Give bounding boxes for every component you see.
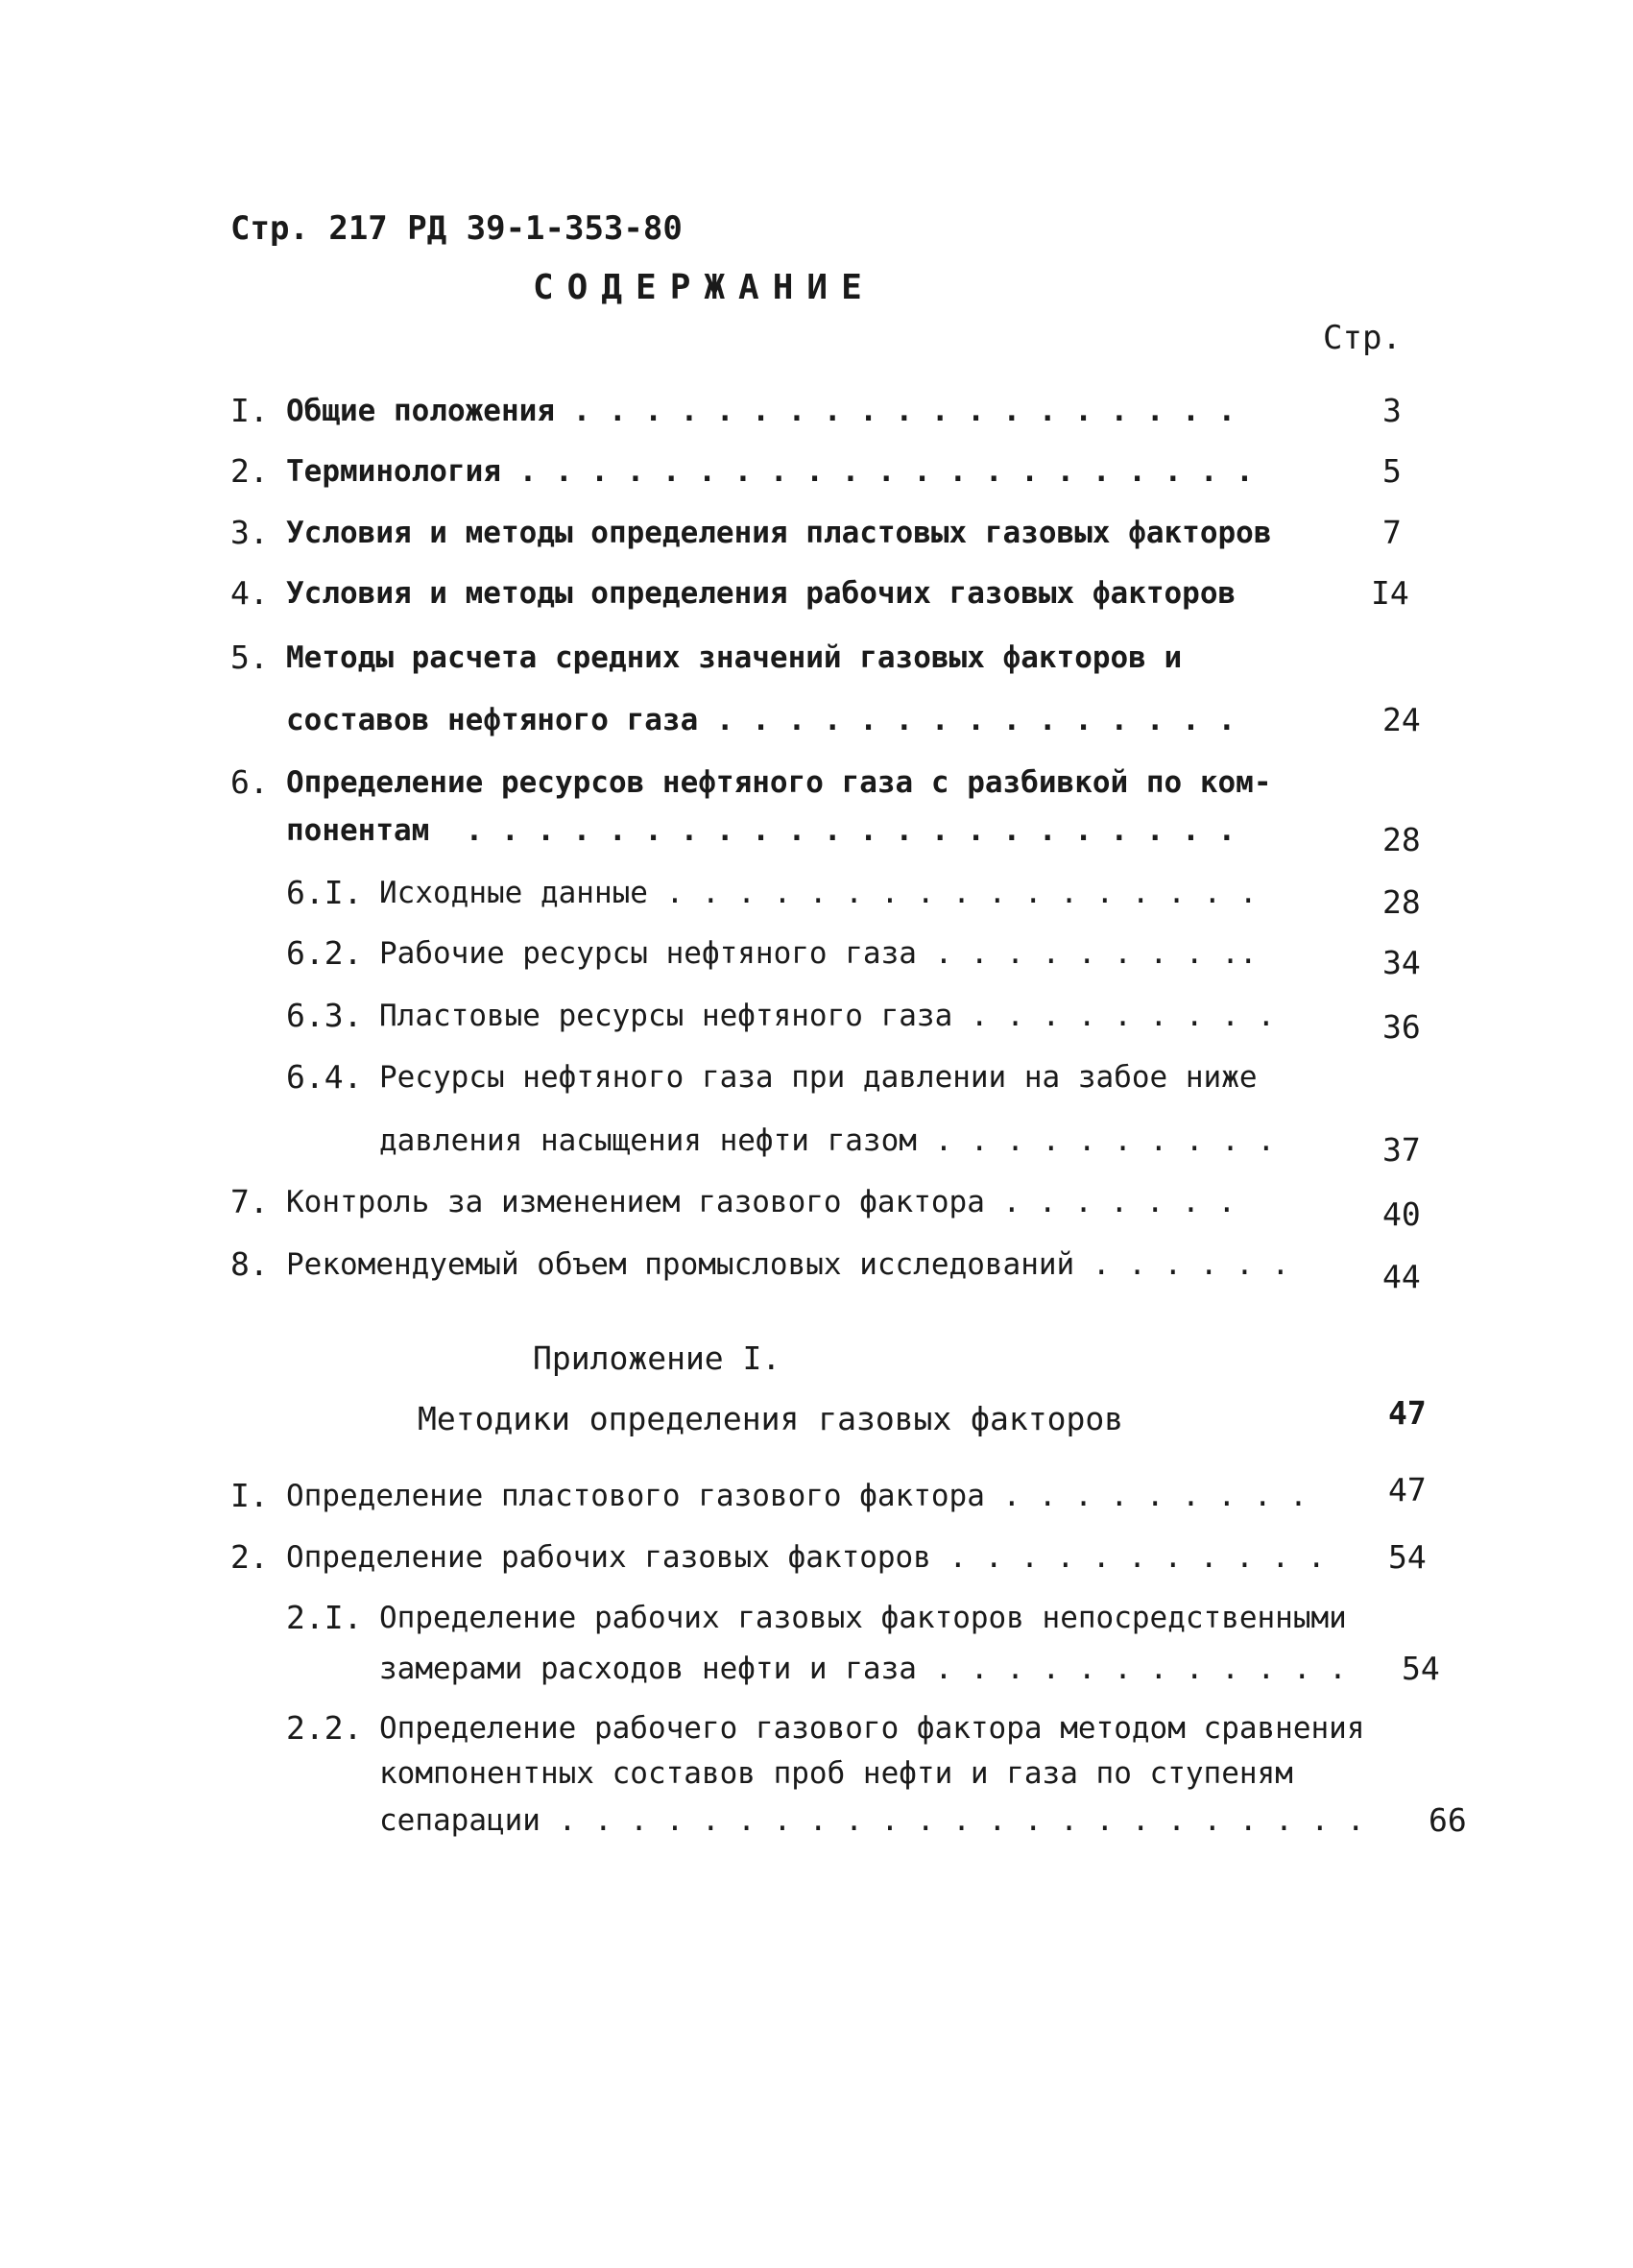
appendix-item-text: Определение рабочих газовых факторов . . . . . . . . . . .	[286, 1540, 1326, 1575]
appendix-item-page: 54	[1388, 1538, 1427, 1576]
toc-item-page: 40	[1382, 1195, 1421, 1233]
toc-item-text: Рекомендуемый объем промысловых исследований . . . . . .	[286, 1247, 1290, 1282]
document-header: Стр. 217 РД 39-1-353-80	[230, 209, 683, 248]
toc-item-page: 24	[1382, 701, 1421, 738]
toc-item-text: Определение ресурсов нефтяного газа с разбивкой по ком-	[286, 765, 1272, 800]
toc-item-page: 37	[1382, 1131, 1421, 1169]
page-column-label: Стр.	[1323, 319, 1402, 357]
toc-item-number: 6.	[230, 763, 269, 801]
toc-item-page: 28	[1382, 821, 1421, 858]
toc-item-text: Методы расчета средних значений газовых факторов и	[286, 640, 1183, 675]
appendix-item-number: I.	[230, 1477, 269, 1514]
toc-item-page: 3	[1382, 392, 1402, 429]
appendix-item-number: 2.2.	[286, 1709, 363, 1747]
toc-item-number: 6.3.	[286, 997, 363, 1034]
toc-item-text: Условия и методы определения пластовых газовых факторов	[286, 516, 1272, 550]
toc-item-page: I4	[1371, 574, 1409, 612]
appendix-title: Приложение I.	[533, 1339, 781, 1377]
appendix-item-text: Определение рабочих газовых факторов непосредственными	[379, 1601, 1347, 1635]
appendix-item-text: Определение пластового газового фактора . . . . . . . . .	[286, 1479, 1308, 1513]
toc-item-number: 6.I.	[286, 874, 363, 911]
page-title: СОДЕРЖАНИЕ	[533, 268, 876, 307]
appendix-item-text: замерами расходов нефти и газа . . . . . . . . . . . .	[379, 1652, 1347, 1686]
toc-item-number: 3.	[230, 514, 269, 551]
toc-item-number: 2.	[230, 452, 269, 490]
appendix-subtitle: Методики определения газовых факторов	[418, 1400, 1124, 1437]
toc-item-number: 6.4.	[286, 1058, 363, 1096]
toc-item-page: 36	[1382, 1008, 1421, 1046]
appendix-item-text: сепарации . . . . . . . . . . . . . . . . . . . . . . .	[379, 1803, 1365, 1838]
appendix-item-page: 54	[1402, 1650, 1440, 1687]
appendix-subtitle-page: 47	[1388, 1394, 1427, 1432]
toc-item-number: 5.	[230, 639, 269, 676]
toc-item-text: составов нефтяного газа . . . . . . . . . . . . . . .	[286, 703, 1237, 737]
toc-item-text: давления насыщения нефти газом . . . . . . . . . .	[379, 1123, 1276, 1158]
appendix-item-number: 2.	[230, 1538, 269, 1576]
toc-item-text: Терминология . . . . . . . . . . . . . . . . . . . . .	[286, 454, 1254, 489]
appendix-item-page: 66	[1429, 1801, 1467, 1839]
toc-item-number: 8.	[230, 1245, 269, 1283]
toc-item-number: 7.	[230, 1183, 269, 1220]
toc-item-page: 28	[1382, 883, 1421, 921]
appendix-item-text: компонентных составов проб нефти и газа по ступеням	[379, 1756, 1293, 1791]
appendix-item-page: 47	[1388, 1471, 1427, 1508]
toc-item-page: 34	[1382, 944, 1421, 981]
toc-item-number: 4.	[230, 574, 269, 612]
toc-item-text: понентам . . . . . . . . . . . . . . . . . . . . . .	[286, 813, 1237, 848]
toc-item-text: Пластовые ресурсы нефтяного газа . . . . . . . . .	[379, 999, 1276, 1033]
toc-item-text: Рабочие ресурсы нефтяного газа . . . . . . . . ..	[379, 936, 1258, 971]
appendix-item-number: 2.I.	[286, 1599, 363, 1636]
toc-item-number: I.	[230, 392, 269, 429]
toc-item-text: Общие положения . . . . . . . . . . . . . . . . . . .	[286, 394, 1237, 428]
toc-item-text: Исходные данные . . . . . . . . . . . . . . . . .	[379, 876, 1258, 910]
appendix-item-text: Определение рабочего газового фактора методом сравнения	[379, 1711, 1365, 1746]
toc-item-text: Ресурсы нефтяного газа при давлении на забое ниже	[379, 1060, 1258, 1095]
toc-item-text: Условия и методы определения рабочих газовых факторов	[286, 576, 1237, 611]
toc-item-page: 7	[1382, 514, 1402, 551]
toc-item-text: Контроль за изменением газового фактора . . . . . . .	[286, 1185, 1237, 1219]
toc-item-page: 44	[1382, 1258, 1421, 1295]
toc-item-number: 6.2.	[286, 934, 363, 972]
toc-item-page: 5	[1382, 452, 1402, 490]
